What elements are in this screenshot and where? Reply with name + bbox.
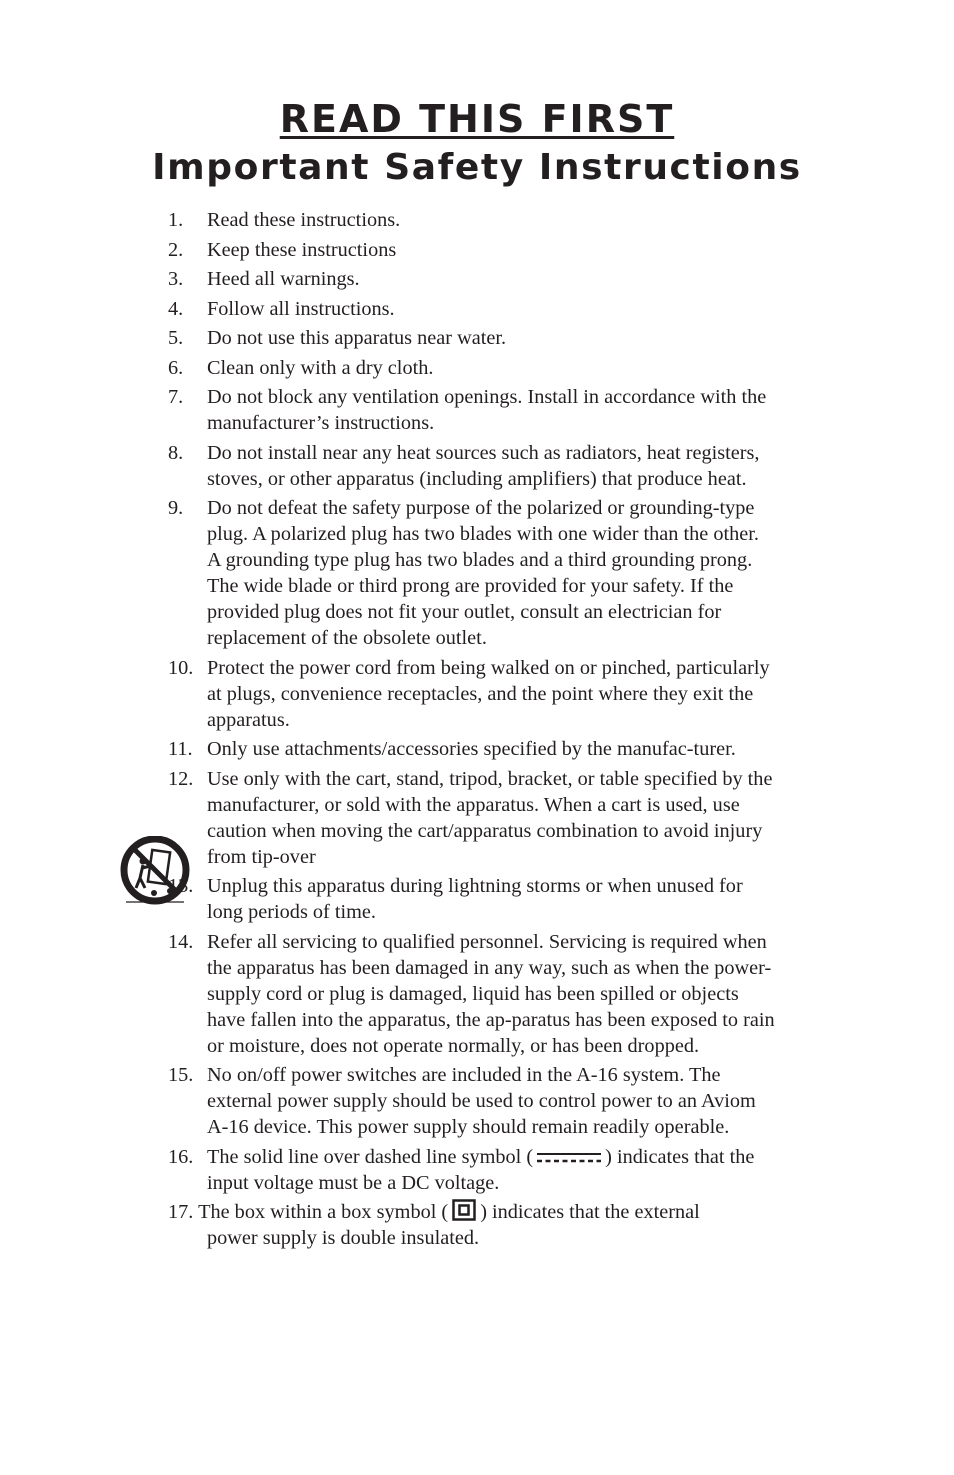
item-number: 16.	[168, 1145, 194, 1168]
instruction-item-2	[168, 237, 776, 263]
instruction-item-17	[168, 1199, 776, 1251]
item-text-after: ) indicates that the input voltage must be a DC voltage.	[207, 1145, 755, 1194]
instruction-item-3	[168, 266, 776, 292]
safety-instructions-list	[168, 207, 776, 1255]
item-number: 12.	[168, 767, 194, 790]
item-text-after: ) indicates that the external	[480, 1201, 700, 1223]
item-text-continued: power supply is double insulated.	[207, 1227, 480, 1249]
instruction-item-10	[168, 655, 776, 733]
document-title: READ THIS FIRST	[279, 97, 675, 141]
item-text-before: The solid line over dashed line symbol (	[207, 1145, 534, 1168]
item-number: 15.	[168, 1064, 194, 1086]
item-number: 10.	[168, 656, 194, 679]
item-number: 13.	[168, 875, 194, 897]
item-number: 17.	[168, 1201, 194, 1223]
item-text: Do not block any ventilation openings. Install in accordance with the manufacturer’s instructions.	[207, 386, 767, 434]
item-text: Unplug this apparatus during lightning storms or when unused for long periods of time.	[207, 875, 743, 923]
instruction-item-12	[168, 766, 776, 870]
instruction-item-6	[168, 355, 776, 381]
item-text: Do not install near any heat sources such as radiators, heat registers, stoves, or other apparatus (including amplifiers) that produce heat.	[207, 441, 760, 490]
instruction-item-11	[168, 736, 776, 762]
instruction-item-1	[168, 207, 776, 233]
item-text-before: The box within a box symbol (	[198, 1201, 449, 1223]
instruction-item-4	[168, 296, 776, 322]
item-number: 2.	[168, 238, 184, 261]
instruction-item-13	[168, 873, 776, 925]
item-number: 3.	[168, 268, 184, 290]
item-number: 7.	[168, 386, 184, 408]
item-number: 5.	[168, 327, 184, 349]
dc-voltage-symbol-icon	[537, 1151, 601, 1163]
instruction-item-9	[168, 495, 776, 651]
item-text: Clean only with a dry cloth.	[207, 356, 434, 379]
item-number: 6.	[168, 356, 184, 379]
instruction-item-16	[168, 1144, 776, 1196]
item-number: 4.	[168, 297, 184, 320]
item-number: 14.	[168, 930, 194, 953]
item-text: Refer all servicing to qualified personnel. Servicing is required when the apparatus has been damaged in any way, such as when the power-supply cord or plug is damaged, liquid has been spilled or objects have fallen into the apparatus, the ap-paratus has been exposed to rain or moisture, does not operate normally, or has been dropped.	[207, 930, 775, 1057]
item-text: Protect the power cord from being walked on or pinched, particularly at plugs, convenience receptacles, and the point where they exit the apparatus.	[207, 656, 770, 731]
item-text: Heed all warnings.	[207, 268, 360, 290]
item-text: Use only with the cart, stand, tripod, bracket, or table specified by the manufacturer, or sold with the apparatus. When a cart is used, use caution when moving the cart/apparatus combination to avoid injury from tip-over	[207, 767, 773, 868]
instruction-item-5	[168, 325, 776, 351]
item-text: Keep these instructions	[207, 238, 397, 261]
item-number: 8.	[168, 441, 184, 464]
instruction-item-15	[168, 1062, 776, 1140]
item-number: 9.	[168, 497, 184, 519]
item-text: No on/off power switches are included in the A-16 system. The external power supply should be used to control power to an Aviom A-16 device. This power supply should remain readily operable.	[207, 1064, 756, 1138]
double-insulation-symbol-icon	[452, 1199, 476, 1221]
item-number: 11.	[168, 738, 193, 760]
item-number: 1.	[168, 209, 184, 231]
instruction-item-14	[168, 929, 776, 1059]
item-text: Do not use this apparatus near water.	[207, 327, 507, 349]
item-text: Do not defeat the safety purpose of the polarized or grounding-type plug. A polarized plug has two blades with one wider than the other. A grounding type plug has two blades and a third grounding prong. The wide blade or third prong are provided for your safety. If the provided plug does not fit your outlet, consult an electrician for replacement of the obsolete outlet.	[207, 497, 759, 649]
item-text: Only use attachments/accessories specified by the manufac-turer.	[207, 738, 736, 760]
item-text: Read these instructions.	[207, 209, 401, 231]
item-text: Follow all instructions.	[207, 297, 395, 320]
document-subtitle: Important Safety Instructions	[152, 147, 802, 188]
instruction-item-7	[168, 384, 776, 436]
instruction-item-8	[168, 440, 776, 492]
